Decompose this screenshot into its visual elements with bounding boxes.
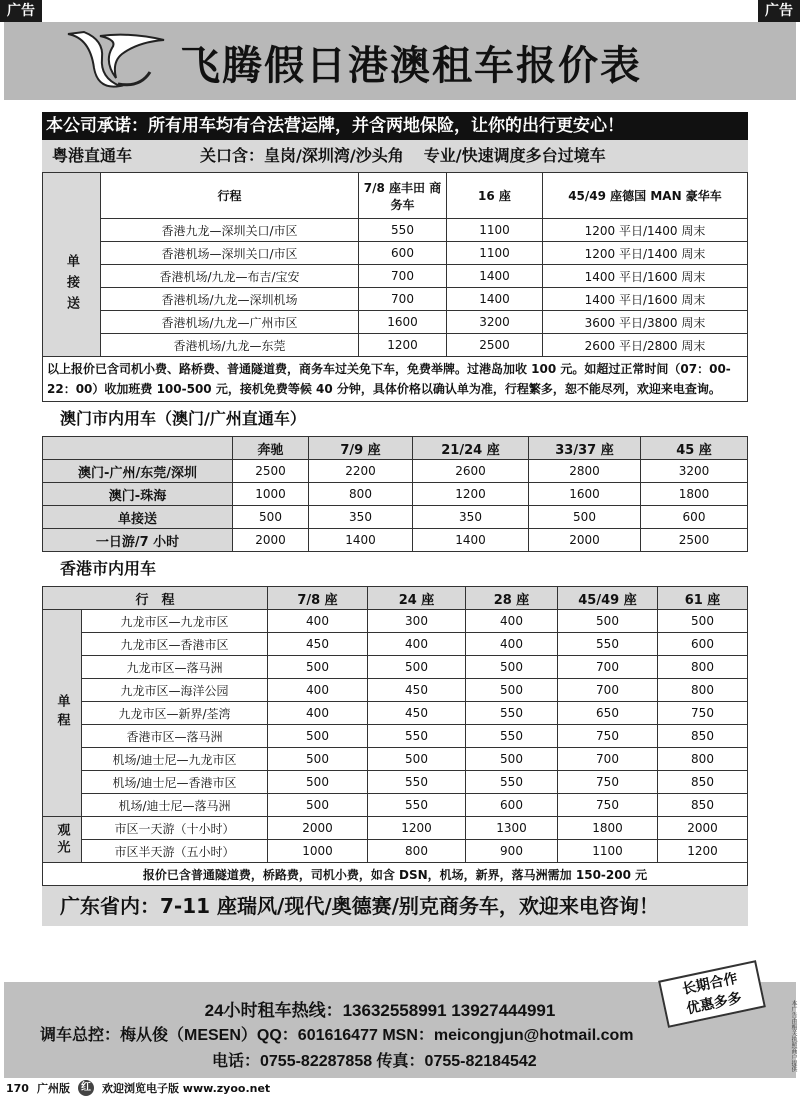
gz-price-table (42, 172, 748, 357)
table-cell: 2500 (447, 334, 543, 357)
table-cell: 800 (309, 483, 413, 506)
company-logo-icon (60, 28, 170, 94)
table-cell: 2000 (233, 529, 309, 552)
table-cell: 一日游/7 小时 (43, 529, 233, 552)
table-cell: 1400 (309, 529, 413, 552)
table-row (43, 656, 748, 679)
table-row (43, 840, 748, 863)
table-row (43, 702, 748, 725)
page-title: 飞腾假日港澳租车报价表 (180, 43, 642, 89)
table-cell: 700 (558, 679, 658, 702)
table-cell: 550 (359, 219, 447, 242)
table-cell: 2500 (233, 460, 309, 483)
table-cell: 500 (268, 794, 368, 817)
table-cell: 1400 平日/1600 周末 (543, 265, 748, 288)
table-cell: 香港市区—落马洲 (82, 725, 268, 748)
table-cell: 1200 (658, 840, 748, 863)
table-cell: 500 (368, 656, 466, 679)
edition-label: 广州版 (36, 1082, 70, 1095)
table-row (43, 288, 748, 311)
table-cell: 九龙市区—香港市区 (82, 633, 268, 656)
table-cell: 450 (268, 633, 368, 656)
table-cell: 1600 (529, 483, 641, 506)
table-row (43, 748, 748, 771)
table-cell: 400 (466, 610, 558, 633)
table-cell: 2200 (309, 460, 413, 483)
table-header-cell: 24 座 (368, 587, 466, 610)
table-cell: 650 (558, 702, 658, 725)
group-label: 单程 (43, 610, 82, 817)
table-cell: 2600 (413, 460, 529, 483)
table-cell: 300 (368, 610, 466, 633)
table-cell: 800 (368, 840, 466, 863)
table-cell: 2000 (658, 817, 748, 840)
table-cell: 700 (359, 265, 447, 288)
table-cell: 九龙市区—新界/荃湾 (82, 702, 268, 725)
table-cell: 500 (658, 610, 748, 633)
table-cell: 1800 (558, 817, 658, 840)
gz-section (42, 140, 748, 172)
table-row (43, 265, 748, 288)
ad-label-right: 广告 (758, 0, 800, 22)
table-cell: 2800 (529, 460, 641, 483)
table-cell: 550 (368, 794, 466, 817)
table-cell: 香港机场—深圳关口/市区 (101, 242, 359, 265)
table-cell: 450 (368, 702, 466, 725)
table-cell: 3200 (641, 460, 748, 483)
table-cell: 市区半天游（五小时） (82, 840, 268, 863)
macau-price-table (42, 436, 748, 552)
table-row (43, 794, 748, 817)
table-cell: 450 (368, 679, 466, 702)
table-cell: 机场/迪士尼—九龙市区 (82, 748, 268, 771)
table-cell: 350 (309, 506, 413, 529)
gz-service: 专业/快速调度多台过境车 (423, 146, 606, 165)
table-row (43, 863, 748, 886)
contact-line: 调车总控：梅从俊（MESEN）QQ：601616477 MSN：meicongjun@hotmail.com (40, 1027, 634, 1044)
table-cell: 香港机场/九龙—东莞 (101, 334, 359, 357)
table-row (43, 460, 748, 483)
table-cell: 1200 (368, 817, 466, 840)
table-row (43, 610, 748, 633)
table-cell: 单接送 (43, 506, 233, 529)
table-cell: 700 (359, 288, 447, 311)
table-cell: 九龙市区—海洋公园 (82, 679, 268, 702)
table-cell: 1100 (447, 242, 543, 265)
gz-note: 以上报价已含司机小费、路桥费、普通隧道费，商务车过关免下车，免费举牌。过港岛加收 100 元。如超过正常时间（07：00-22：00）收加班费 100-500 元，接机免费等候 40 分钟，具体价格以确认单为准，行程繁多，恕不能尽列，欢迎来电查询。 (42, 357, 748, 402)
table-cell: 900 (466, 840, 558, 863)
table-cell: 1600 (359, 311, 447, 334)
table-cell: 1200 (413, 483, 529, 506)
table-header-row (43, 587, 748, 610)
table-header-cell: 7/9 座 (309, 437, 413, 460)
stamp-line-2: 优惠多多 (685, 990, 744, 1018)
table-cell: 350 (413, 506, 529, 529)
table-cell: 市区一天游（十小时） (82, 817, 268, 840)
table-row (43, 817, 748, 840)
table-cell: 1200 平日/1400 周末 (543, 242, 748, 265)
sidebar-note: 本广告由相关执照商户提供 (790, 1000, 797, 1072)
table-row (43, 311, 748, 334)
table-row (43, 771, 748, 794)
table-row (43, 506, 748, 529)
table-header-cell: 7/8 座 (268, 587, 368, 610)
page-footer (6, 1080, 270, 1096)
table-cell: 香港九龙—深圳关口/市区 (101, 219, 359, 242)
table-header-cell: 行 程 (43, 587, 268, 610)
table-row (43, 334, 748, 357)
table-header-cell: 28 座 (466, 587, 558, 610)
table-header-cell: 45 座 (641, 437, 748, 460)
gz-section-title: 粤港直通车 (52, 146, 133, 165)
table-header-cell: 16 座 (447, 173, 543, 219)
table-cell: 500 (466, 748, 558, 771)
table-header-cell: 33/37 座 (529, 437, 641, 460)
table-row (43, 679, 748, 702)
table-cell: 400 (268, 610, 368, 633)
table-cell: 550 (368, 771, 466, 794)
main-content (42, 112, 748, 926)
table-row (43, 242, 748, 265)
table-cell: 500 (368, 748, 466, 771)
table-cell: 3200 (447, 311, 543, 334)
table-cell: 750 (558, 794, 658, 817)
gz-section-header (42, 140, 748, 172)
hk-note: 报价已含普通隧道费，桥路费，司机小费，如含 DSN，机场，新界，落马洲需加 150-200 元 (43, 863, 748, 886)
table-cell: 600 (359, 242, 447, 265)
hotline: 24小时租车热线：13632558991 13927444991 (204, 1001, 556, 1020)
table-cell: 850 (658, 725, 748, 748)
table-cell: 2000 (529, 529, 641, 552)
table-cell: 600 (466, 794, 558, 817)
table-header-cell: 61 座 (658, 587, 748, 610)
ad-label-left: 广告 (0, 0, 42, 22)
stamp-line-1: 长期合作 (680, 970, 739, 998)
table-header-row (43, 173, 748, 219)
table-row (43, 529, 748, 552)
table-cell: 澳门-广州/东莞/深圳 (43, 460, 233, 483)
table-cell: 1400 (413, 529, 529, 552)
table-cell: 850 (658, 771, 748, 794)
table-cell: 550 (558, 633, 658, 656)
table-cell: 1000 (233, 483, 309, 506)
macau-section-title: 澳门市内用车（澳门/广州直通车） (60, 409, 306, 428)
table-cell: 600 (641, 506, 748, 529)
phone-line: 电话：0755-82287858 传真：0755-82184542 (212, 1053, 537, 1070)
table-cell: 400 (268, 702, 368, 725)
guangdong-line: 广东省内：7-11 座瑞风/现代/奥德赛/别克商务车，欢迎来电咨询！ (42, 886, 748, 926)
table-cell: 1100 (558, 840, 658, 863)
table-header-cell (43, 437, 233, 460)
table-header-row (43, 437, 748, 460)
table-row (43, 725, 748, 748)
table-cell: 550 (368, 725, 466, 748)
table-cell: 500 (558, 610, 658, 633)
table-header-cell: 7/8 座丰田 商务车 (359, 173, 447, 219)
page-number: 170 (6, 1081, 29, 1095)
table-cell: 香港机场/九龙—深圳机场 (101, 288, 359, 311)
table-cell: 香港机场/九龙—布吉/宝安 (101, 265, 359, 288)
table-cell: 2000 (268, 817, 368, 840)
table-cell: 400 (268, 679, 368, 702)
table-cell: 香港机场/九龙—广州市区 (101, 311, 359, 334)
table-row (43, 633, 748, 656)
table-cell: 1200 (359, 334, 447, 357)
table-cell: 400 (368, 633, 466, 656)
table-cell: 700 (558, 656, 658, 679)
table-cell: 600 (658, 633, 748, 656)
hk-section-title: 香港市内用车 (60, 559, 157, 578)
table-cell: 1400 (447, 288, 543, 311)
table-cell: 500 (466, 656, 558, 679)
table-cell: 800 (658, 679, 748, 702)
table-cell: 500 (233, 506, 309, 529)
table-cell: 1800 (641, 483, 748, 506)
table-row (43, 483, 748, 506)
table-header-cell: 45/49 座德国 MAN 豪华车 (543, 173, 748, 219)
table-cell: 2500 (641, 529, 748, 552)
table-cell: 1200 平日/1400 周末 (543, 219, 748, 242)
table-header-cell: 21/24 座 (413, 437, 529, 460)
table-cell: 500 (466, 679, 558, 702)
table-cell: 九龙市区—九龙市区 (82, 610, 268, 633)
table-cell: 2600 平日/2800 周末 (543, 334, 748, 357)
table-cell: 1400 平日/1600 周末 (543, 288, 748, 311)
table-header-cell: 45/49 座 (558, 587, 658, 610)
badge-icon: 红 (78, 1080, 94, 1096)
group-label: 观光 (43, 817, 82, 863)
table-cell: 750 (558, 771, 658, 794)
table-cell: 800 (658, 656, 748, 679)
table-header-cell: 单接送 (43, 173, 101, 357)
table-cell: 550 (466, 702, 558, 725)
table-cell: 1300 (466, 817, 558, 840)
table-cell: 500 (268, 748, 368, 771)
table-header-cell: 行程 (101, 173, 359, 219)
table-cell: 1400 (447, 265, 543, 288)
table-cell: 700 (558, 748, 658, 771)
table-cell: 500 (529, 506, 641, 529)
table-row (43, 219, 748, 242)
table-cell: 九龙市区—落马洲 (82, 656, 268, 679)
table-header-cell: 奔驰 (233, 437, 309, 460)
hk-price-table (42, 586, 748, 886)
table-cell: 550 (466, 771, 558, 794)
promise-banner: 本公司承诺：所有用车均有合法营运牌，并含两地保险，让你的出行更安心！ (42, 112, 748, 140)
table-cell: 800 (658, 748, 748, 771)
table-cell: 500 (268, 725, 368, 748)
footer-contact (4, 970, 796, 1078)
header-banner (4, 22, 796, 100)
table-cell: 850 (658, 794, 748, 817)
table-cell: 750 (558, 725, 658, 748)
table-cell: 澳门-珠海 (43, 483, 233, 506)
table-cell: 3600 平日/3800 周末 (543, 311, 748, 334)
table-cell: 500 (268, 771, 368, 794)
table-cell: 1000 (268, 840, 368, 863)
website-text: 欢迎浏览电子版 www.zyoo.net (101, 1082, 271, 1095)
table-cell: 550 (466, 725, 558, 748)
gz-ports: 关口含：皇岗/深圳湾/沙头角 (200, 146, 404, 165)
table-cell: 500 (268, 656, 368, 679)
table-cell: 400 (466, 633, 558, 656)
table-cell: 1100 (447, 219, 543, 242)
table-cell: 机场/迪士尼—香港市区 (82, 771, 268, 794)
table-cell: 750 (658, 702, 748, 725)
table-cell: 机场/迪士尼—落马洲 (82, 794, 268, 817)
